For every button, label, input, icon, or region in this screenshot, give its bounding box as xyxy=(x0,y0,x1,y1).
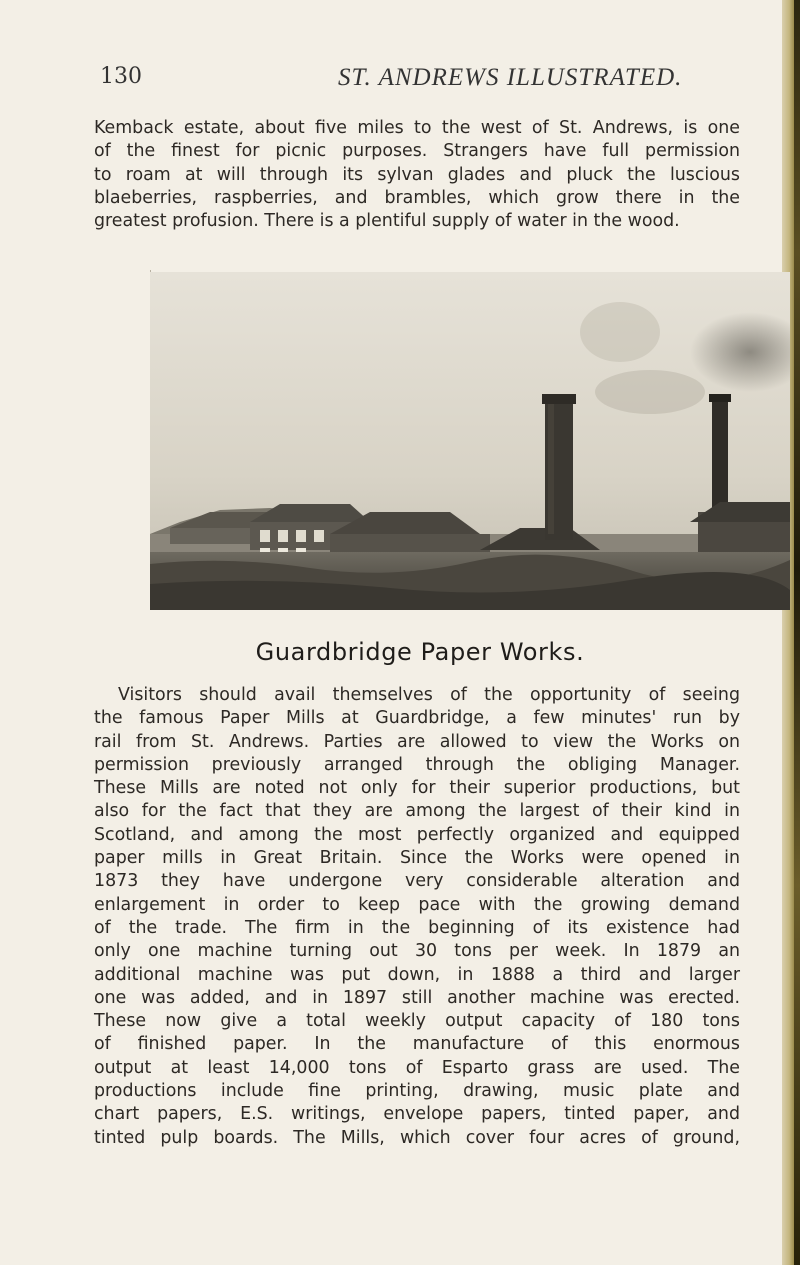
text-line: additional machine was put down, in 1888 a third and larger xyxy=(94,964,740,985)
page-number: 130 xyxy=(100,64,142,89)
text-line: one was added, and in 1897 still another machine was erected. xyxy=(94,987,740,1008)
paper-works-photo xyxy=(150,272,790,610)
text-line: These now give a total weekly output capacity of 180 tons xyxy=(94,1011,740,1032)
photo-caption xyxy=(0,638,800,666)
caption-text: Guardbridge Paper Works. xyxy=(255,638,585,666)
text-line: the famous Paper Mills at Guardbridge, a few minutes' run by xyxy=(94,708,740,729)
intro-paragraph xyxy=(94,117,740,233)
text-line: output at least 14,000 tons of Esparto grass are used. The xyxy=(94,1057,740,1078)
text-line: blaeberries, raspberries, and brambles, which grow there in the xyxy=(94,187,740,208)
text-line: Visitors should avail themselves of the opportunity of seeing xyxy=(118,685,740,705)
page-edge xyxy=(782,0,800,1265)
text-line: These Mills are noted not only for their superior productions, but xyxy=(94,778,740,799)
text-line: only one machine turning out 30 tons per week. In 1879 an xyxy=(94,941,740,962)
text-line: Scotland, and among the most perfectly organized and equipped xyxy=(94,824,740,845)
text-line: of finished paper. In the manufacture of this enormous xyxy=(94,1034,740,1055)
page-edge-binding xyxy=(794,0,800,1265)
running-title: ST. ANDREWS ILLUSTRATED. xyxy=(338,64,683,91)
text-line: permission previously arranged through the obliging Manager. xyxy=(94,754,740,775)
text-line: 1873 they have undergone very considerable alteration and xyxy=(94,871,740,892)
text-line: enlargement in order to keep pace with the growing demand xyxy=(94,894,740,915)
text-line: of the finest for picnic purposes. Strangers have full permission xyxy=(94,141,740,162)
text-line: rail from St. Andrews. Parties are allowed to view the Works on xyxy=(94,731,740,752)
text-line: chart papers, E.S. writings, envelope papers, tinted paper, and xyxy=(94,1104,740,1125)
text-line: of the trade. The firm in the beginning of its existence had xyxy=(94,917,740,938)
text-line: also for the fact that they are among the largest of their kind in xyxy=(94,801,740,822)
text-line: productions include fine printing, drawing, music plate and xyxy=(94,1081,740,1102)
text-line: Kemback estate, about five miles to the west of St. Andrews, is one xyxy=(94,118,740,138)
text-line: paper mills in Great Britain. Since the Works were opened in xyxy=(94,848,740,869)
text-line: to roam at will through its sylvan glades and pluck the luscious xyxy=(94,164,740,185)
text-line: greatest profusion. There is a plentiful supply of water in the wood. xyxy=(94,211,680,232)
text-line: tinted pulp boards. The Mills, which cover four acres of ground, xyxy=(94,1127,740,1148)
body-paragraph xyxy=(94,684,740,1150)
